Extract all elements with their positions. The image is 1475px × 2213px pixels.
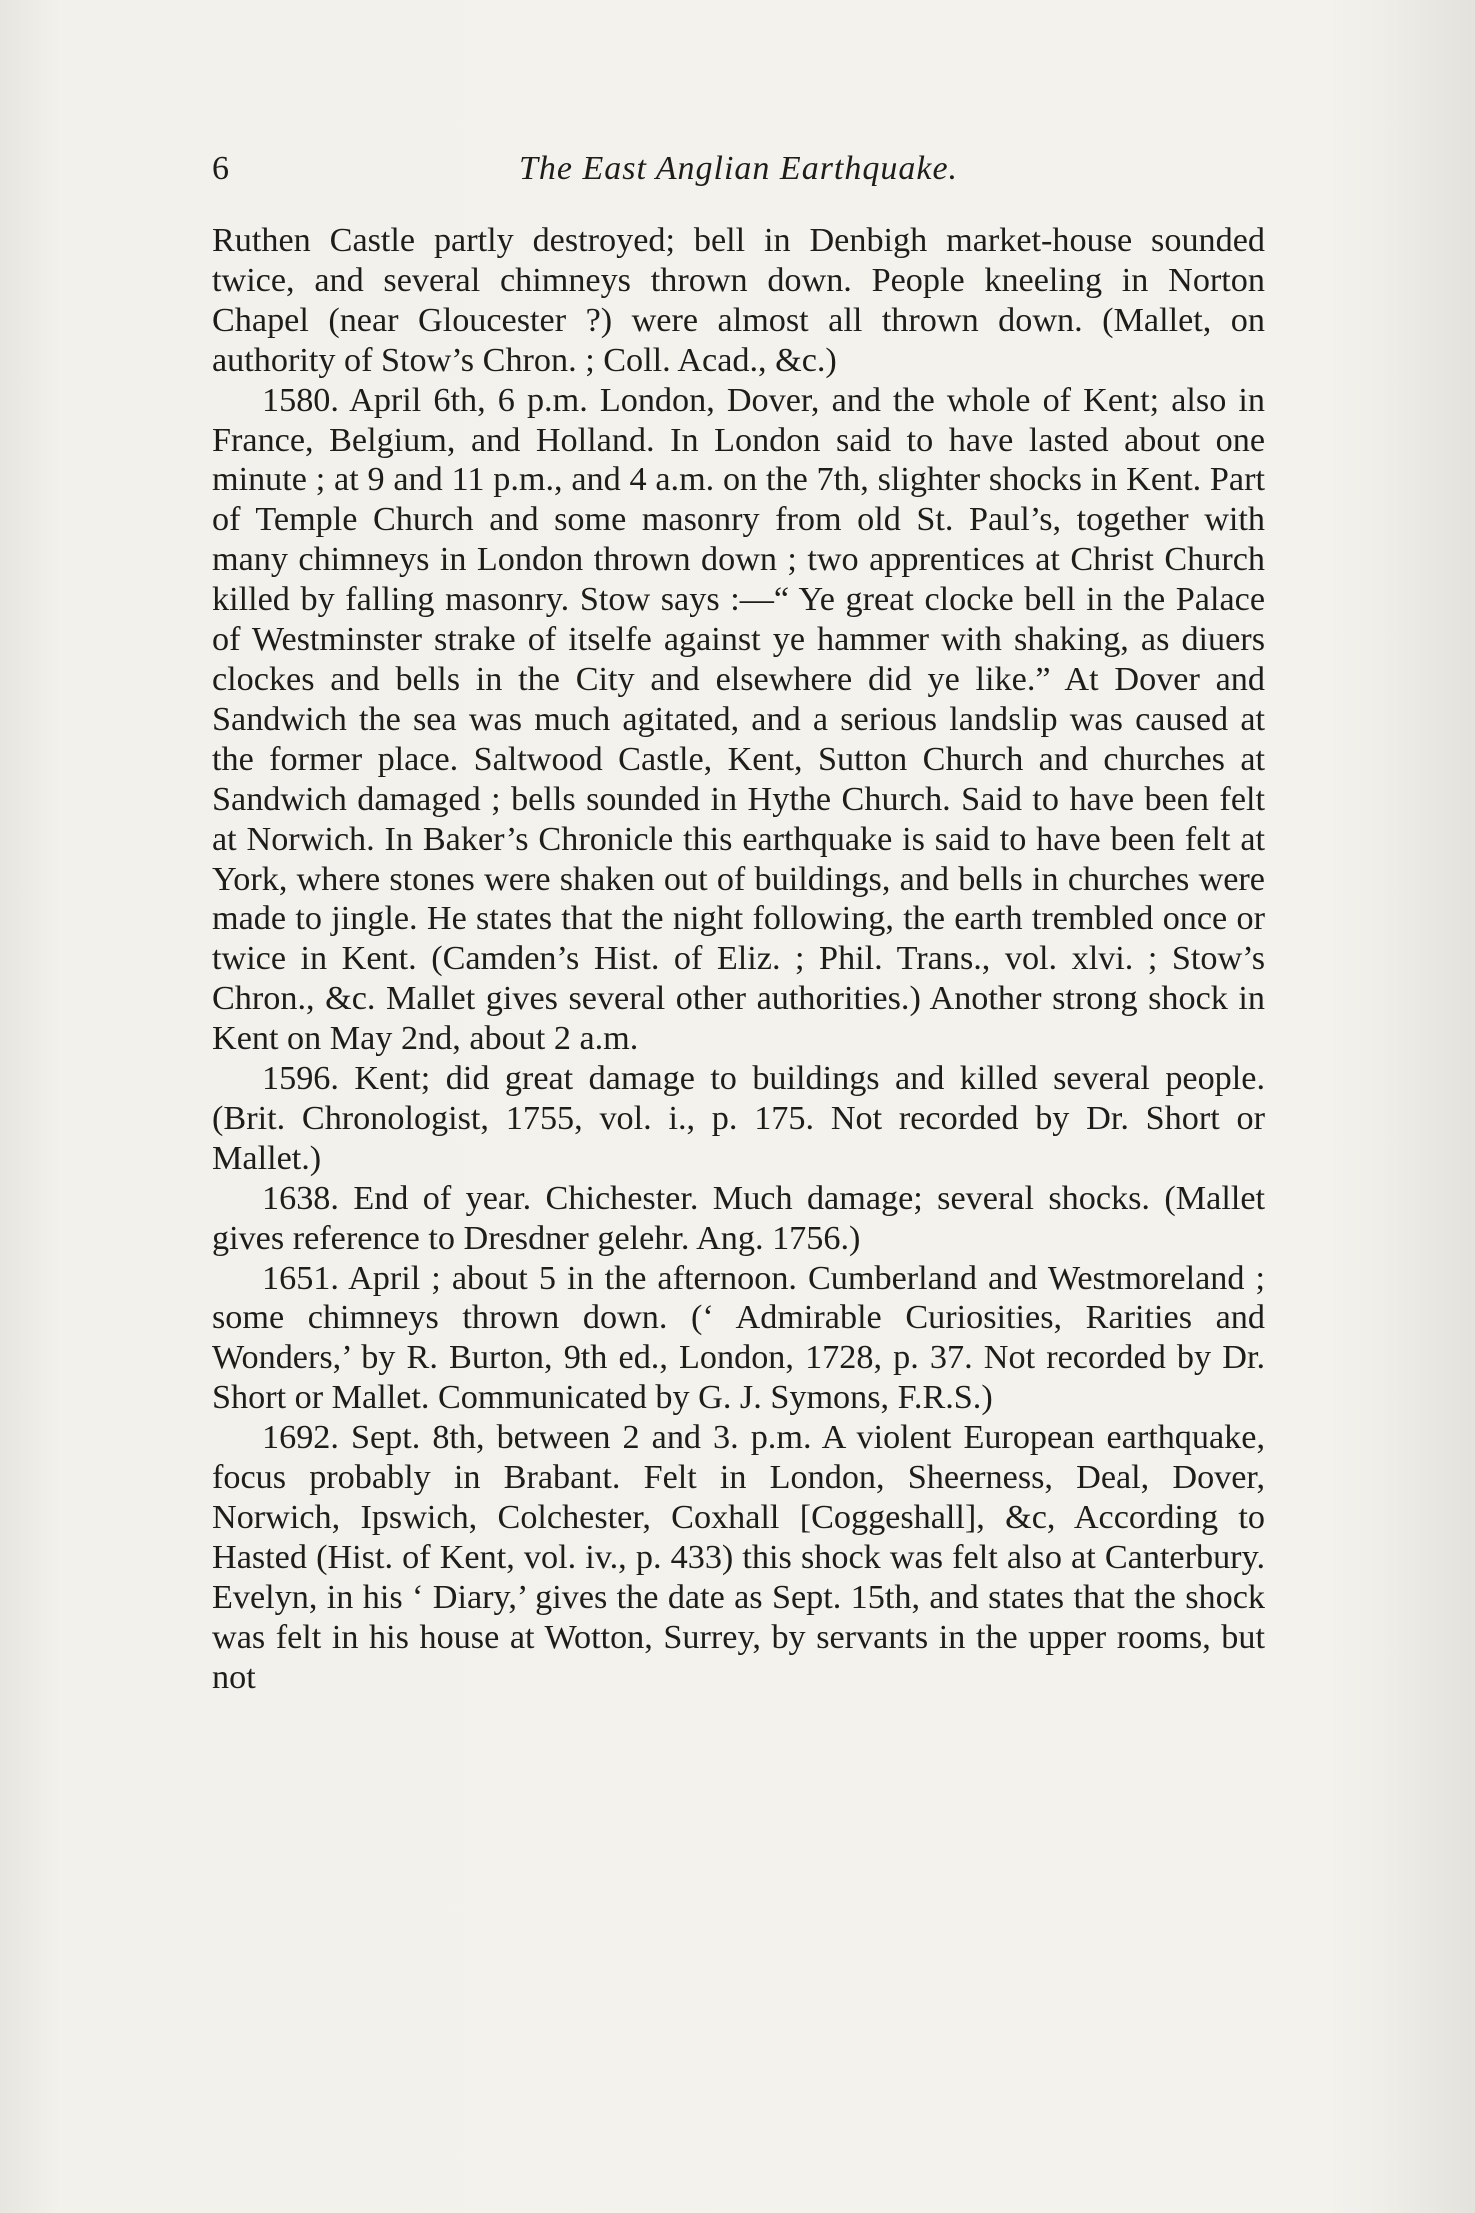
- page-header: [212, 146, 1265, 192]
- paragraph-ruthen-castle: Ruthen Castle partly destroyed; bell in Denbigh market-house sounded twice, and several chimneys thrown down. People kneeling in Norton Chapel (near Gloucester ?) were almost all thrown down. (Mallet, on authority of Stow’s Chron. ; Coll. Acad., &c.): [212, 222, 1265, 379]
- paragraph-1651: 1651. April ; about 5 in the afternoon. Cumberland and Westmoreland ; some chimneys thrown down. (‘ Admirable Curiosities, Rarities and Wonders,’ by R. Burton, 9th ed., London, 1728, p. 37. Not recorded by Dr. Short or Mallet. Communicated by G. J. Symons, F.R.S.): [212, 1259, 1265, 1417]
- paragraph-1596: 1596. Kent; did great damage to buildings and killed several people. (Brit. Chronologist, 1755, vol. i., p. 175. Not recorded by Dr. Short or Mallet.): [212, 1060, 1265, 1177]
- paragraph-1638: 1638. End of year. Chichester. Much damage; several shocks. (Mallet gives reference to Dresdner gelehr. Ang. 1756.): [212, 1179, 1265, 1257]
- page-edge-shadow: [1325, 0, 1475, 2213]
- running-title: The East Anglian Earthquake.: [518, 150, 959, 187]
- page-number: 6: [212, 150, 229, 187]
- body-text: [212, 221, 1265, 1698]
- paragraph-1580: 1580. April 6th, 6 p.m. London, Dover, and the whole of Kent; also in France, Belgium, and Holland. In London said to have lasted about one minute ; at 9 and 11 p.m., and 4 a.m. on the 7th, slighter shocks in Kent. Part of Temple Church and some masonry from old St. Paul’s, together with many chimneys in London thrown down ; two apprentices at Christ Church killed by falling masonry. Stow says :—“ Ye great clocke bell in the Palace of Westminster strake of itselfe against ye hammer with shaking, as diuers clockes and bells in the City and elsewhere did ye like.” At Dover and Sandwich the sea was much agitated, and a serious landslip was caused at the former place. Saltwood Castle, Kent, Sutton Church and churches at Sandwich damaged ; bells sounded in Hythe Church. Said to have been felt at Norwich. In Baker’s Chronicle this earthquake is said to have been felt at York, where stones were shaken out of buildings, and bells in churches were made to jingle. He states that the night following, the earth trembled once or twice in Kent. (Camden’s Hist. of Eliz. ; Phil. Trans., vol. xlvi. ; Stow’s Chron., &c. Mallet gives several other authorities.) Another strong shock in Kent on May 2nd, about 2 a.m.: [212, 381, 1265, 1058]
- paragraph-1692: 1692. Sept. 8th, between 2 and 3. p.m. A violent European earthquake, focus probably in Brabant. Felt in London, Sheerness, Deal, Dover, Norwich, Ipswich, Colchester, Coxhall [Coggeshall], &c, According to Hasted (Hist. of Kent, vol. iv., p. 433) this shock was felt also at Canterbury. Evelyn, in his ‘ Diary,’ gives the date as Sept. 15th, and states that the shock was felt in his house at Wotton, Surrey, by servants in the upper rooms, but not: [212, 1419, 1265, 1696]
